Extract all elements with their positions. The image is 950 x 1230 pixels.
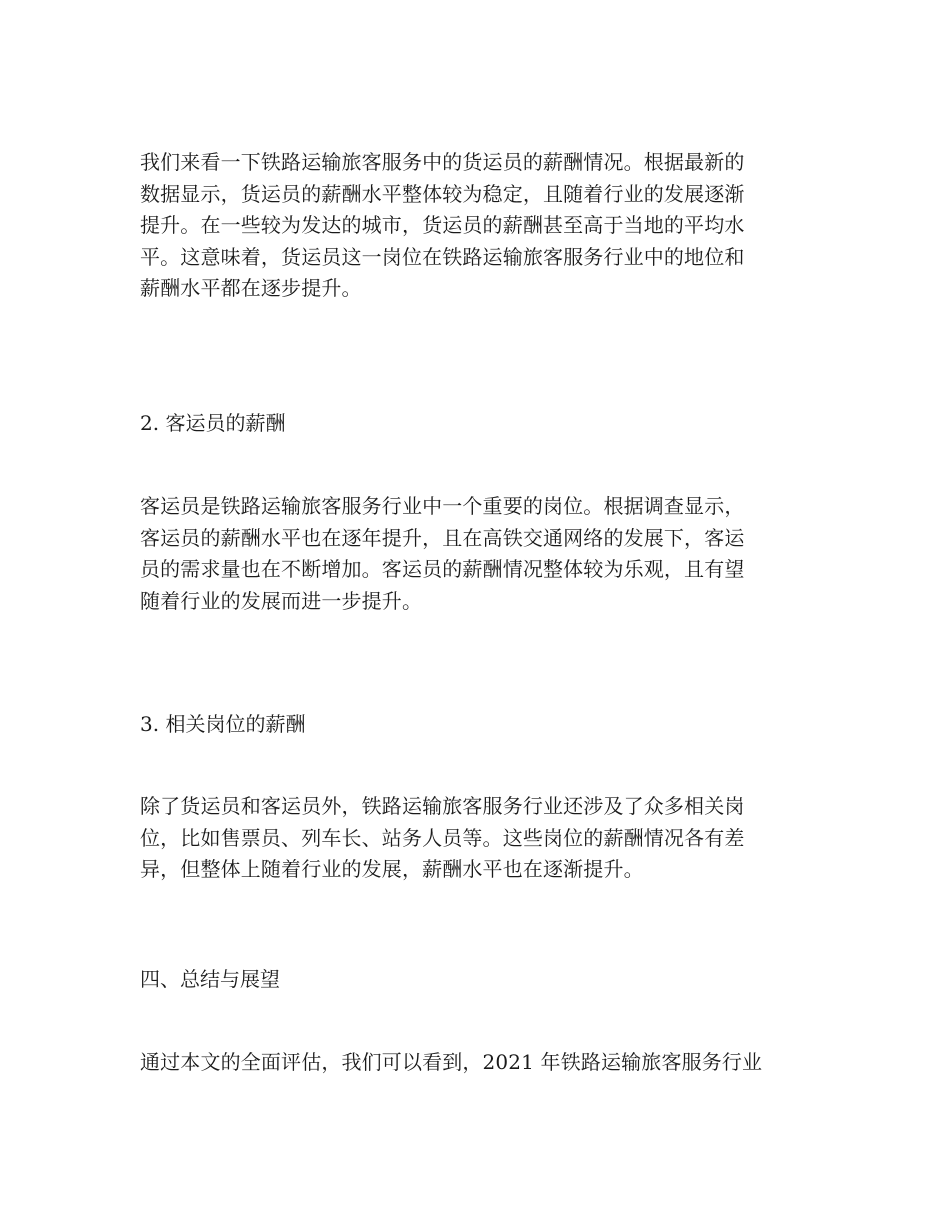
paragraph-related-positions-salary xyxy=(140,791,810,886)
paragraph-line: 我们来看一下铁路运输旅客服务中的货运员的薪酬情况。根据最新的 xyxy=(140,150,745,174)
paragraph-line: 客运员是铁路运输旅客服务行业中一个重要的岗位。根据调查显示， xyxy=(140,494,745,518)
paragraph-line: 随着行业的发展而进一步提升。 xyxy=(140,588,423,613)
section-heading-related-positions-salary: 3. 相关岗位的薪酬 xyxy=(140,712,306,736)
paragraph-line: 通过本文的全面评估，我们可以看到，2021 年铁路运输旅客服务行业 xyxy=(140,1050,763,1074)
paragraph-summary xyxy=(140,1047,810,1079)
paragraph-line: 数据显示，货运员的薪酬水平整体较为稳定，且随着行业的发展逐渐 xyxy=(140,181,745,206)
paragraph-freight-staff-salary xyxy=(140,147,810,305)
paragraph-line: 平。这意味着，货运员这一岗位在铁路运输旅客服务行业中的地位和 xyxy=(140,244,745,269)
paragraph-line: 提升。在一些较为发达的城市，货运员的薪酬甚至高于当地的平均水 xyxy=(140,213,745,237)
paragraph-line: 异，但整体上随着行业的发展，薪酬水平也在逐渐提升。 xyxy=(140,857,644,881)
paragraph-line: 员的需求量也在不断增加。客运员的薪酬情况整体较为乐观，且有望 xyxy=(140,557,745,581)
paragraph-line: 薪酬水平都在逐步提升。 xyxy=(140,276,362,300)
paragraph-passenger-staff-salary xyxy=(140,491,810,617)
paragraph-line: 除了货运员和客运员外，铁路运输旅客服务行业还涉及了众多相关岗 xyxy=(140,794,745,818)
paragraph-line: 位，比如售票员、列车长、站务人员等。这些岗位的薪酬情况各有差 xyxy=(140,825,745,850)
section-heading-passenger-staff-salary: 2. 客运员的薪酬 xyxy=(140,411,286,435)
section-heading-summary-outlook: 四、总结与展望 xyxy=(140,967,280,991)
paragraph-line: 客运员的薪酬水平也在逐年提升，且在高铁交通网络的发展下，客运 xyxy=(140,525,745,550)
